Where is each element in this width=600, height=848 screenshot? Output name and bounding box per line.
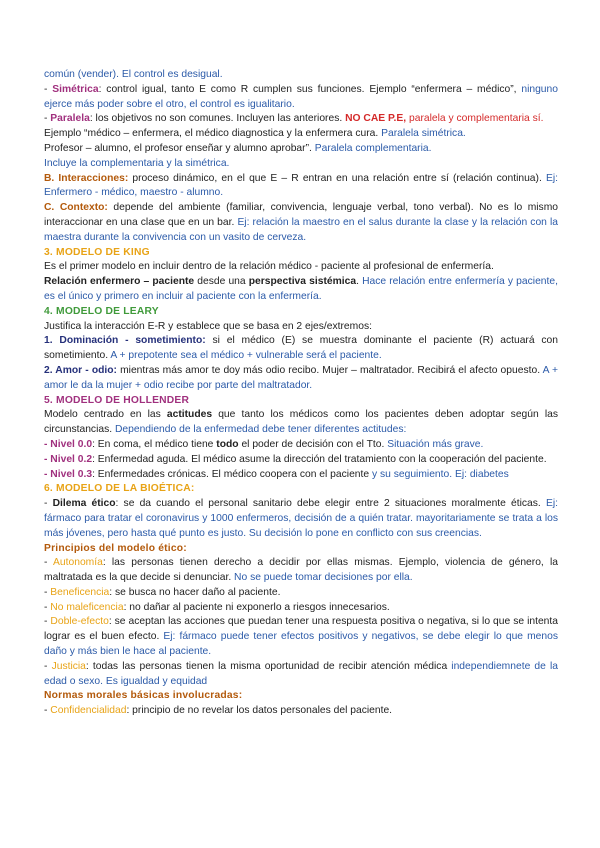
text-run: . — [356, 276, 363, 288]
paragraph — [44, 172, 558, 202]
paragraph — [44, 320, 558, 335]
text-run: ninguno ejerce más poder sobre el otro, el control es igualitario. — [44, 83, 558, 110]
text-run: : principio de no revelar los datos personales del paciente. — [126, 705, 393, 717]
text-run: : En coma, el médico tiene — [92, 438, 217, 450]
text-run: desde una — [194, 276, 249, 288]
text-run: - Nivel 0.3 — [44, 468, 93, 480]
text-run: : se aceptan las acciones que puedan tener una respuesta positiva o negativa, si lo que se intenta lograr es el buen efecto. — [44, 616, 558, 643]
text-run: No se puede tomar decisiones por ella. — [234, 572, 413, 584]
paragraph — [44, 142, 558, 157]
paragraph — [44, 157, 558, 172]
text-run: B. Interacciones: — [44, 172, 129, 184]
text-run: Confidencialidad — [50, 705, 127, 717]
text-run: Paralela — [50, 113, 90, 125]
text-run: independiemnete de la edad o sexo. Es igualdad y equidad — [44, 660, 559, 687]
text-run: - — [44, 660, 52, 672]
text-run: - — [44, 83, 53, 95]
text-run: Ej: fármaco puede tener efectos positivos y negativos, se debe elegir lo que menos daño y más bien le hace al paciente. — [44, 631, 558, 658]
text-run: Es el primer modelo en incluir dentro de la relación médico - paciente al profesional de enfermería. — [44, 261, 494, 273]
text-run: Relación enfermero – paciente — [44, 276, 195, 288]
text-run: A + amor le da la mujer + odio recibe por parte del maltratador. — [44, 364, 559, 391]
text-run: A + prepotente sea el médico + vulnerable será el paciente. — [110, 350, 382, 362]
text-run: Profesor – alumno, el profesor enseñar y alumno aprobar”. — [44, 142, 315, 154]
text-run: - — [44, 601, 51, 613]
text-run: 6. MODELO DE LA BIOÉTICA: — [44, 483, 195, 495]
section-heading — [44, 482, 558, 497]
text-run: y su seguimiento. Ej: diabetes — [371, 468, 509, 480]
paragraph — [44, 364, 558, 394]
section-heading — [44, 542, 558, 557]
text-run: : las personas tienen derecho a decidir por ellas mismas. Ejemplo, violencia de género, la maltratada es la que decide si denunciar. — [44, 557, 558, 584]
text-run: Paralela complementaria. — [314, 142, 432, 154]
text-run: Paralela simétrica. — [381, 128, 466, 140]
text-run: : se busca no hacer daño al paciente. — [109, 586, 281, 598]
text-run: Dependiendo de la enfermedad debe tener diferentes actitudes: — [114, 424, 407, 436]
text-run: No maleficencia — [50, 601, 124, 613]
section-heading — [44, 394, 558, 409]
text-run: perspectiva sistémica — [248, 276, 357, 288]
text-run: : Enfermedad aguda. El médico asume la dirección del tratamiento con la cooperación del paciente. — [92, 453, 547, 465]
text-run: Justifica la interacción E-R y establece que se basa en 2 ejes/extremos: — [44, 320, 372, 332]
paragraph — [44, 601, 558, 616]
text-run: : todas las personas tienen la misma oportunidad de recibir atención médica — [85, 660, 452, 672]
text-run: Normas morales básicas involucradas: — [44, 690, 243, 702]
paragraph — [44, 615, 558, 659]
text-run: NO CAE P.E, — [345, 113, 407, 125]
paragraph — [44, 556, 558, 586]
text-run: Beneficencia — [50, 586, 110, 598]
text-run: Doble-efecto — [50, 616, 109, 628]
text-run: : Enfermedades crónicas. El médico coopera con el paciente — [92, 468, 372, 480]
paragraph — [44, 660, 558, 690]
text-run: Principios del modelo ético: — [44, 542, 187, 554]
text-run: : se da cuando el personal sanitario debe elegir entre 2 situaciones moralmente éticas. — [115, 498, 546, 510]
text-run: : los objetivos no son comunes. Incluyen las anteriores. — [89, 113, 346, 125]
text-run: 2. Amor - odio: — [44, 364, 117, 376]
text-run: Hace relación entre enfermería y paciente, es el único y primero en incluir al paciente con la enfermería. — [44, 276, 558, 302]
text-run: Situación más grave. — [387, 438, 484, 450]
section-heading — [44, 305, 558, 320]
paragraph — [44, 586, 558, 601]
text-run: mientras más amor te doy más odio recibo. Mujer – maltratador. Recibirá el afecto opuesto. — [116, 364, 543, 376]
text-run: actitudes — [166, 409, 213, 421]
text-run: 1. Dominación - sometimiento: — [44, 335, 206, 347]
paragraph — [44, 83, 558, 113]
text-run: Simétrica — [52, 83, 99, 95]
paragraph — [44, 201, 558, 245]
section-heading — [44, 246, 558, 261]
text-run: Dilema ético — [52, 498, 116, 510]
text-run: común (vender). El control es desigual. — [44, 69, 223, 80]
text-run: proceso dinámico, en el que E – R entran en una relación entre sí (relación continua). — [128, 172, 546, 184]
text-run: 3. MODELO DE KING — [44, 246, 150, 258]
text-run: - Nivel 0.2 — [44, 453, 93, 465]
text-run: Modelo centrado en las — [44, 409, 167, 421]
text-run: Incluye la complementaria y la simétrica. — [44, 157, 230, 169]
paragraph — [44, 468, 558, 483]
text-run: el poder de decisión con el Tto. — [238, 438, 388, 450]
text-run: si el médico (E) se muestra dominante el paciente (R) actuará con sometimiento. — [44, 335, 558, 362]
text-run: paralela y complementaria sí. — [406, 113, 544, 125]
text-run: 5. MODELO DE HOLLENDER — [44, 394, 190, 406]
paragraph — [44, 68, 558, 83]
paragraph — [44, 127, 558, 142]
text-run: - — [44, 557, 54, 569]
section-heading — [44, 689, 558, 704]
text-run: Autonomía — [53, 557, 103, 569]
text-run: - — [44, 705, 51, 717]
text-run: todo — [216, 438, 239, 450]
paragraph — [44, 334, 558, 364]
text-run: Ejemplo “médico – enfermera, el médico diagnostica y la enfermera cura. — [44, 128, 382, 140]
text-run: Ej: relación la maestro en el salus durante la clase y la relación con la maestra durante la convivencia con un vasito de cerveza. — [44, 216, 558, 243]
text-run: que tanto los médicos como los pacientes deben adoptar según las circunstancias. — [44, 409, 559, 436]
paragraph — [44, 497, 558, 541]
paragraph — [44, 453, 558, 468]
text-run: depende del ambiente (familiar, convivencia, lenguaje verbal, tono verbal). No es lo mismo interaccionar en una clase que en un bar. — [44, 202, 559, 228]
document-page — [44, 68, 558, 719]
text-run: - Nivel 0.0 — [44, 438, 93, 450]
paragraph — [44, 408, 558, 438]
text-run: Justicia — [51, 660, 86, 672]
paragraph — [44, 275, 558, 305]
paragraph — [44, 704, 558, 719]
paragraph — [44, 438, 558, 453]
text-run: - — [44, 586, 51, 598]
text-run: 4. MODELO DE LEARY — [44, 305, 159, 317]
paragraph — [44, 260, 558, 275]
text-run: : control igual, tanto E como R cumplen sus funciones. Ejemplo “enfermera – médico”, — [98, 83, 522, 95]
text-run: - — [44, 498, 53, 510]
text-run: - — [44, 113, 51, 125]
text-run: Ej: Enfermero - médico, maestro - alumno. — [44, 172, 558, 199]
text-run: - — [44, 616, 51, 628]
text-run: : no dañar al paciente ni exponerlo a riesgos innecesarios. — [123, 601, 390, 613]
text-run: Ej: fármaco para tratar el coronavirus y 1000 enfermeros, decisión de a quién tratar. mayoritariamente se trata a los más jóvenes, pero hasta qué punto es justo. Su decisión lo pone en conflicto con sus creencias. — [44, 498, 558, 539]
text-run: C. Contexto: — [44, 202, 108, 214]
paragraph — [44, 112, 558, 127]
